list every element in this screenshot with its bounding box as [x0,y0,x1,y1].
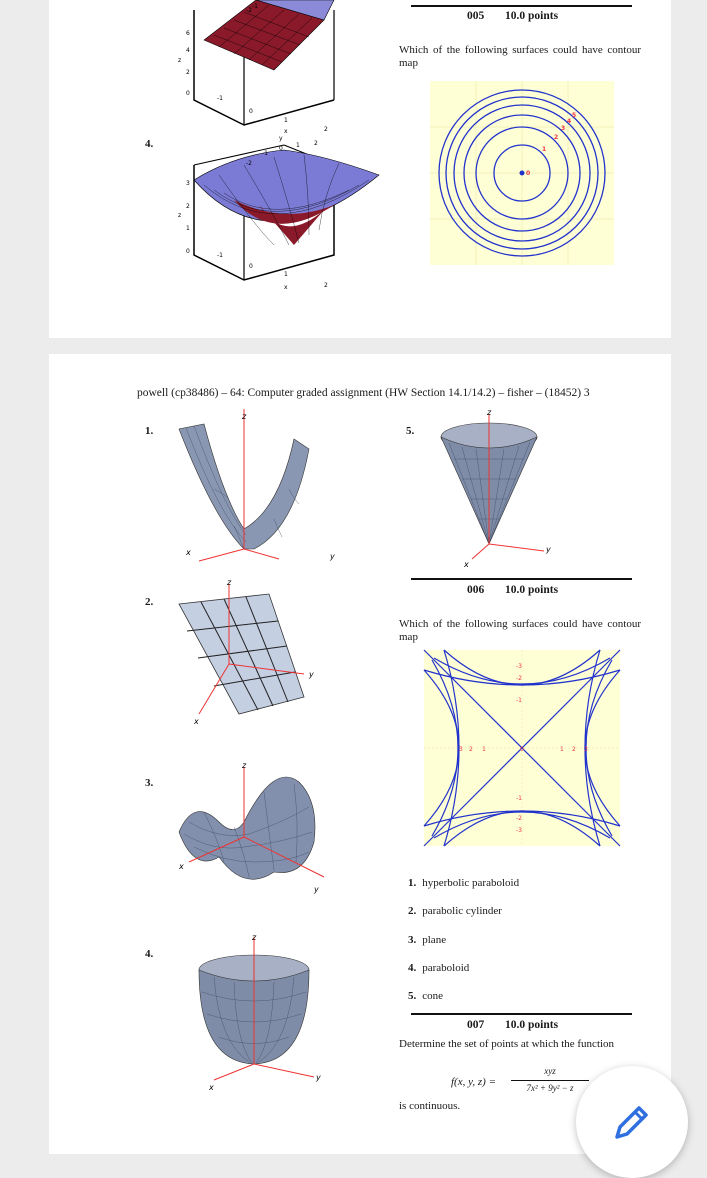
svg-text:2: 2 [186,203,190,210]
paraboloid-plot [174,135,389,295]
y-axis-label: y [330,552,335,561]
function-denominator: 7x² + 9y² − z [526,1083,574,1093]
answer-choice-4: 4. paraboloid [408,962,470,974]
svg-text:1: 1 [284,117,288,124]
x-axis-label: x [464,560,469,569]
question-number: 005 [467,10,485,22]
question-number: 007 [467,1019,485,1031]
question-rule [411,1013,632,1015]
hyperbolic-paraboloid-plot [174,762,334,902]
contour-label: 3 [561,125,566,132]
fraction-bar [511,1080,589,1081]
z-axis-label: z [487,408,492,417]
continuity-text: is continuous. [399,1100,461,1112]
hyperbolic-contour-map [424,650,620,846]
svg-text:-1: -1 [217,252,223,259]
svg-text:-3: -3 [516,827,522,834]
choice-number: 1. [145,425,154,437]
z-axis-label: z [227,578,232,587]
y-axis-label: y [309,670,314,679]
svg-text:-1: -1 [516,795,522,802]
contour-label: 0 [526,170,531,177]
y-axis-label: y [314,885,319,894]
svg-text:2: 2 [314,140,318,147]
x-axis-label: x [209,1083,214,1092]
contour-label: 5 [572,112,577,119]
contour-label: 2 [554,134,559,141]
edit-fab-button[interactable] [576,1066,688,1178]
svg-text:-1: -1 [262,150,268,157]
z-axis-label: z [242,412,247,421]
pencil-icon [611,1101,653,1143]
function-lhs: f(x, y, z) = [451,1076,496,1088]
choice-number: 2. [145,596,154,608]
svg-text:0: 0 [186,90,190,97]
svg-text:1: 1 [296,142,300,149]
choice-number: 4. [145,948,154,960]
svg-text:-2: -2 [516,815,522,822]
question-text: Which of the following surfaces could have contour map [399,618,641,643]
plane-plot [174,579,329,734]
svg-text:0: 0 [520,746,524,753]
svg-text:-2: -2 [246,160,252,167]
svg-text:-1: -1 [252,3,258,10]
svg-text:x: x [284,284,288,291]
svg-text:2: 2 [324,282,328,289]
question-number: 006 [467,584,485,596]
svg-text:2: 2 [469,746,473,753]
circular-contour-map [430,81,614,265]
page-1 [49,0,671,338]
choice-number: 3. [145,777,154,789]
y-axis-label: y [546,545,551,554]
question-points: 10.0 points [505,584,559,596]
svg-text:2: 2 [186,69,190,76]
answer-choice-5: 5. cone [408,990,444,1002]
svg-text:3: 3 [186,180,190,187]
function-numerator: xyz [544,1066,556,1076]
svg-text:-2: -2 [516,675,522,682]
x-axis-label: x [186,548,191,557]
answer-choice-1: 1. hyperbolic paraboloid [408,877,520,889]
choice-number: 4. [145,138,154,150]
svg-text:0: 0 [249,263,253,270]
z-axis-label: z [242,761,247,770]
y-axis-label: y [316,1073,321,1082]
svg-text:0: 0 [249,108,253,115]
contour-label: 1 [542,146,547,153]
svg-text:1: 1 [186,225,190,232]
svg-text:3: 3 [459,746,463,753]
paraboloid-surface-plot [174,932,334,1092]
page-2 [49,354,671,1154]
svg-text:2: 2 [324,126,328,133]
svg-text:-1: -1 [516,697,522,704]
svg-text:1: 1 [284,271,288,278]
svg-text:y: y [279,135,283,142]
running-header: powell (cp38486) – 64: Computer graded assignment (HW Section 14.1/14.2) – fisher – (18452) 3 [137,387,590,399]
x-axis-label: x [179,862,184,871]
svg-text:z: z [178,57,182,64]
answer-choice-2: 2. parabolic cylinder [408,905,502,917]
contour-label: 4 [567,118,572,125]
svg-text:-2: -2 [246,7,252,14]
answer-choice-3: 3. plane [408,934,447,946]
question-rule [411,5,632,7]
choice-number: 5. [406,425,415,437]
question-points: 10.0 points [505,1019,559,1031]
question-points: 10.0 points [505,10,559,22]
svg-text:4: 4 [186,47,190,54]
svg-text:1: 1 [560,746,564,753]
svg-text:0: 0 [279,145,283,152]
question-text: Determine the set of points at which the function [399,1038,615,1050]
question-rule [411,578,632,580]
svg-text:0: 0 [186,248,190,255]
svg-text:x: x [284,128,288,135]
parabolic-cylinder-plot [174,409,335,564]
svg-text:-3: -3 [516,663,522,670]
svg-text:z: z [178,212,182,219]
z-axis-label: z [252,933,257,942]
svg-text:-1: -1 [217,95,223,102]
svg-text:3: 3 [584,746,588,753]
cone-plot [434,409,564,569]
question-text: Which of the following surfaces could have contour map [399,44,641,69]
svg-text:1: 1 [482,746,486,753]
svg-text:6: 6 [186,30,190,37]
plane-surface-plot [174,0,389,140]
svg-text:2: 2 [572,746,576,753]
x-axis-label: x [194,717,199,726]
